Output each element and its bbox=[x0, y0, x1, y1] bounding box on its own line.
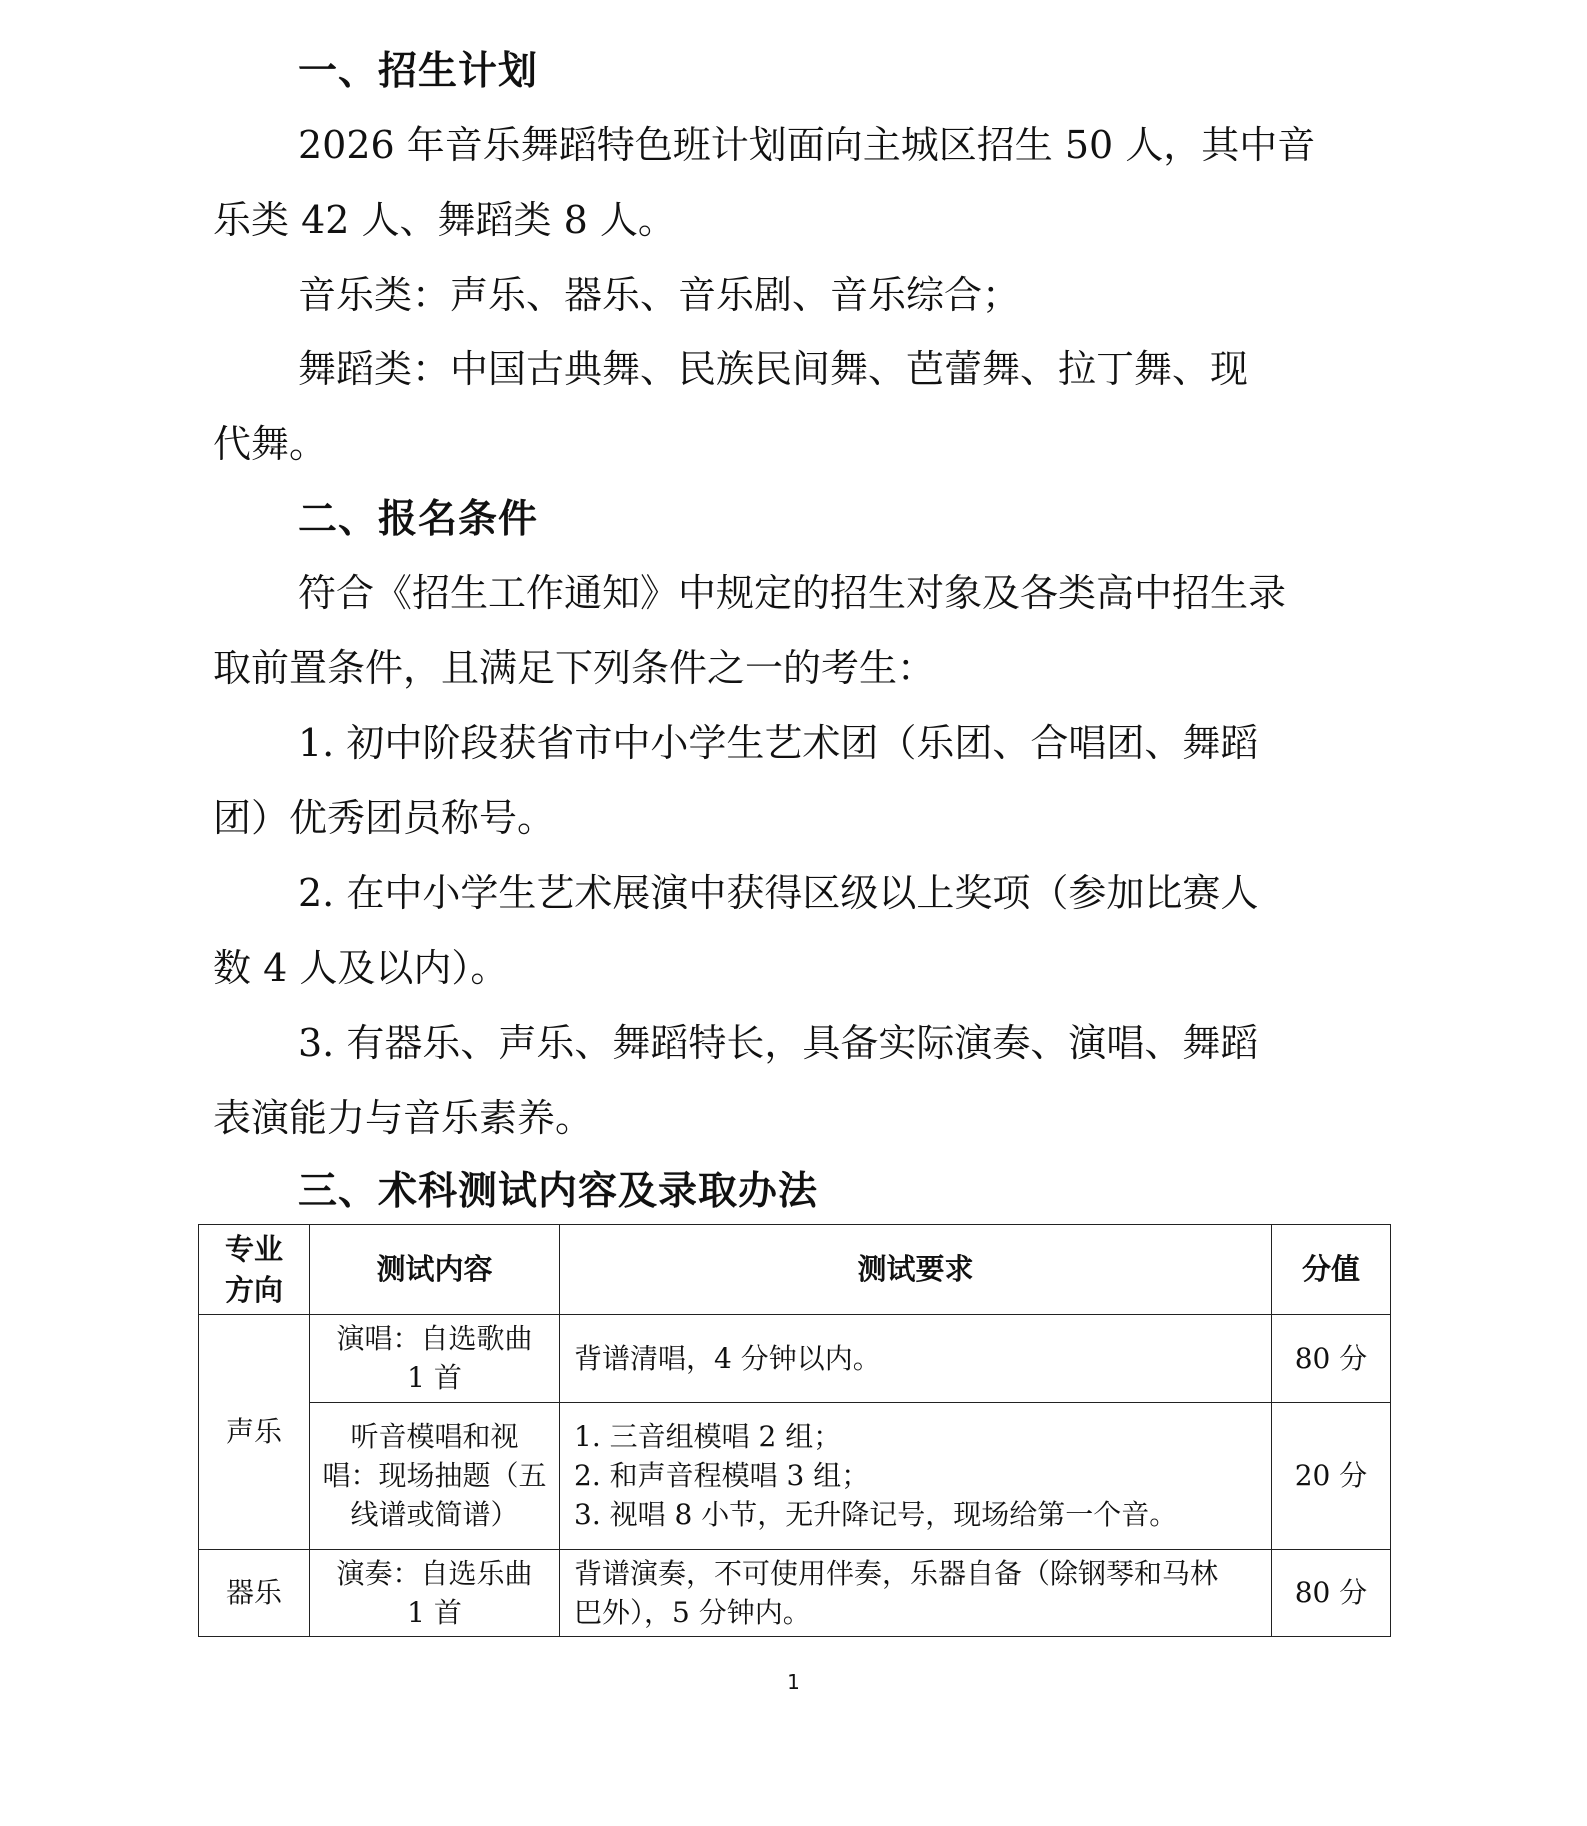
section1-para1-line1: 2026 年音乐舞蹈特色班计划面向主城区招生 50 人，其中音 bbox=[298, 123, 1316, 167]
header-content: 测试内容 bbox=[310, 1225, 560, 1315]
instrumental-requirement: 背谱演奏，不可使用伴奏，乐器自备（除钢琴和马林 巴外），5 分钟内。 bbox=[560, 1549, 1272, 1636]
section2-item3-line1: 3. 有器乐、声乐、舞蹈特长，具备实际演奏、演唱、舞蹈 bbox=[298, 1021, 1259, 1065]
section2-intro-line1: 符合《招生工作通知》中规定的招生对象及各类高中招生录 bbox=[298, 571, 1287, 615]
vocal-row1-content: 演唱：自选歌曲 1 首 bbox=[310, 1315, 560, 1402]
header-score: 分值 bbox=[1272, 1225, 1391, 1315]
table-header-row bbox=[199, 1225, 1391, 1315]
page-number: 1 bbox=[787, 1670, 800, 1694]
section2-item2-line1: 2. 在中小学生艺术展演中获得区级以上奖项（参加比赛人 bbox=[298, 871, 1259, 915]
section2-item1-line2: 团）优秀团员称号。 bbox=[213, 796, 556, 840]
exam-table bbox=[198, 1224, 1391, 1637]
vocal-row1-requirement: 背谱清唱，4 分钟以内。 bbox=[560, 1315, 1272, 1402]
section2-item2-line2: 数 4 人及以内）。 bbox=[213, 946, 509, 990]
section1-dance-line2: 代舞。 bbox=[213, 422, 328, 466]
instrumental-score: 80 分 bbox=[1272, 1549, 1391, 1636]
section1-dance-line1: 舞蹈类：中国古典舞、民族民间舞、芭蕾舞、拉丁舞、现 bbox=[298, 347, 1249, 391]
section1-music-line: 音乐类：声乐、器乐、音乐剧、音乐综合； bbox=[298, 273, 1021, 317]
vocal-row1-score: 80 分 bbox=[1272, 1315, 1391, 1402]
table-row bbox=[199, 1549, 1391, 1636]
instrumental-content: 演奏：自选乐曲 1 首 bbox=[310, 1549, 560, 1636]
table-row bbox=[199, 1402, 1391, 1549]
section2-item3-line2: 表演能力与音乐素养。 bbox=[213, 1096, 594, 1140]
section2-heading: 二、报名条件 bbox=[298, 497, 539, 542]
section2-intro-line2: 取前置条件，且满足下列条件之一的考生： bbox=[213, 646, 936, 690]
instrumental-major-cell: 器乐 bbox=[199, 1549, 310, 1636]
section2-item1-line1: 1. 初中阶段获省市中小学生艺术团（乐团、合唱团、舞蹈 bbox=[298, 721, 1259, 765]
vocal-row2-requirement: 1. 三音组模唱 2 组； 2. 和声音程模唱 3 组； 3. 视唱 8 小节，无升降记号，现场给第一个音。 bbox=[560, 1402, 1272, 1549]
section3-heading: 三、术科测试内容及录取办法 bbox=[298, 1169, 819, 1214]
vocal-row2-score: 20 分 bbox=[1272, 1402, 1391, 1549]
vocal-major-cell: 声乐 bbox=[199, 1315, 310, 1549]
section1-heading: 一、招生计划 bbox=[298, 49, 539, 94]
table-row bbox=[199, 1315, 1391, 1402]
section1-para1-line2: 乐类 42 人、舞蹈类 8 人。 bbox=[213, 198, 676, 242]
vocal-row2-content: 听音模唱和视 唱：现场抽题（五 线谱或简谱） bbox=[310, 1402, 560, 1549]
header-major: 专业 方向 bbox=[199, 1225, 310, 1315]
header-requirement: 测试要求 bbox=[560, 1225, 1272, 1315]
